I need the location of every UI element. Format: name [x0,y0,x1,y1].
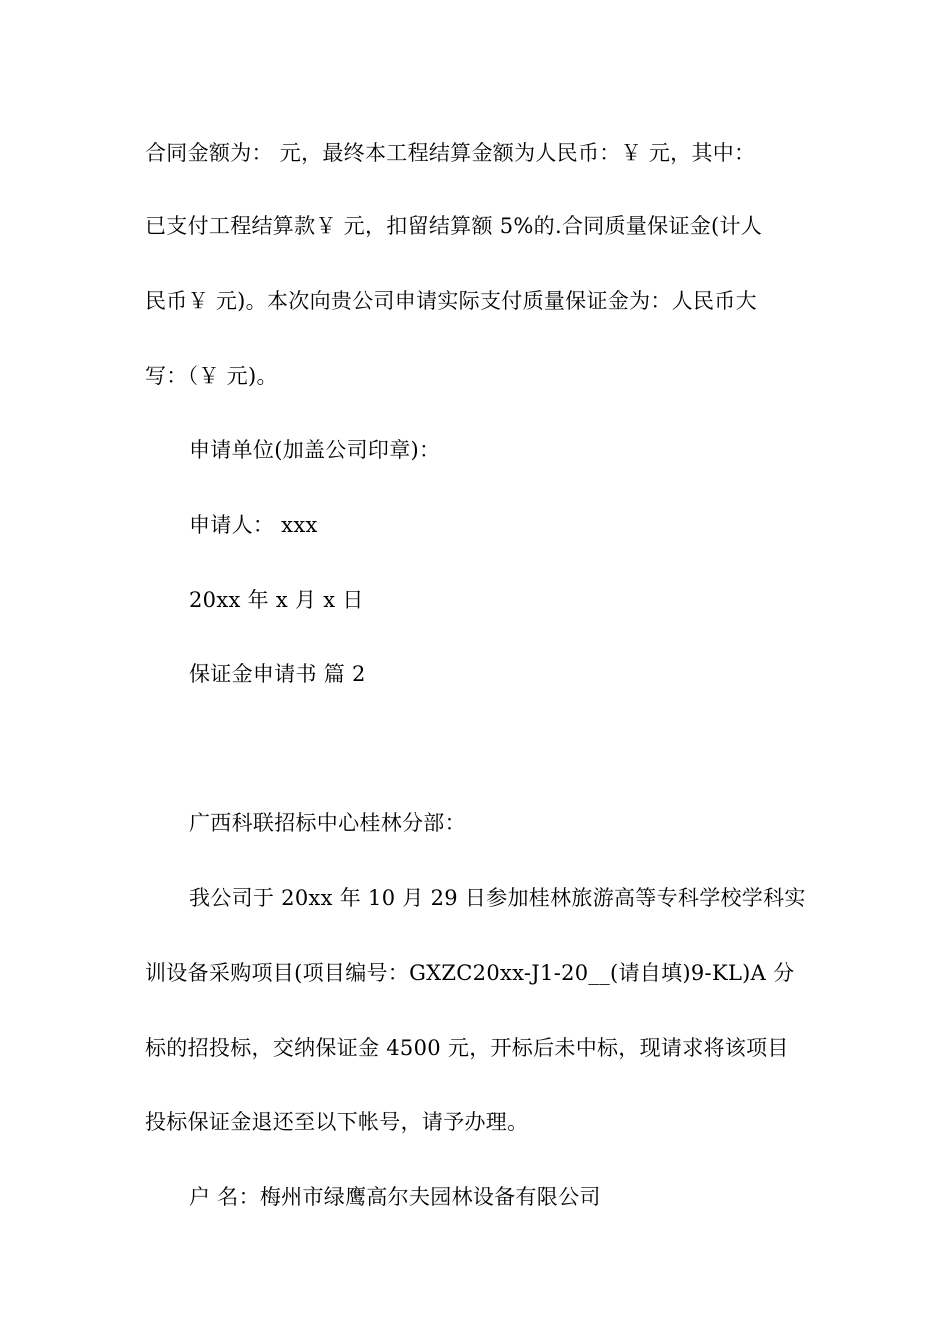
applicant-line: 申请人： xxx [189,513,318,537]
paragraph-line: 民币￥ 元)。本次向贵公司申请实际支付质量保证金为：人民币大 [145,289,757,313]
paragraph-line: 写：（￥ 元)。 [145,364,278,388]
section-heading: 保证金申请书 篇 2 [189,662,366,686]
paragraph-line: 训设备采购项目(项目编号：GXZC20xx-J1-20__(请自填)9-KL)A 分 [145,961,795,985]
addressee-line: 广西科联招标中心桂林分部： [189,811,466,835]
paragraph-line: 标的招投标，交纳保证金 4500 元，开标后未中标，现请求将该项目 [145,1036,789,1060]
paragraph-line: 投标保证金退还至以下帐号，请予办理。 [145,1110,529,1134]
paragraph-line: 合同金额为： 元，最终本工程结算金额为人民币：￥ 元，其中： [145,141,756,165]
paragraph-line: 我公司于 20xx 年 10 月 29 日参加桂林旅游高等专科学校学科实 [189,886,806,910]
account-name-line: 户 名：梅州市绿鹰高尔夫园林设备有限公司 [189,1185,601,1209]
paragraph-line: 已支付工程结算款￥ 元，扣留结算额 5%的.合同质量保证金(计人 [145,214,763,238]
date-line: 20xx 年 x 月 x 日 [189,588,364,612]
applicant-unit-line: 申请单位(加盖公司印章)： [189,438,441,462]
